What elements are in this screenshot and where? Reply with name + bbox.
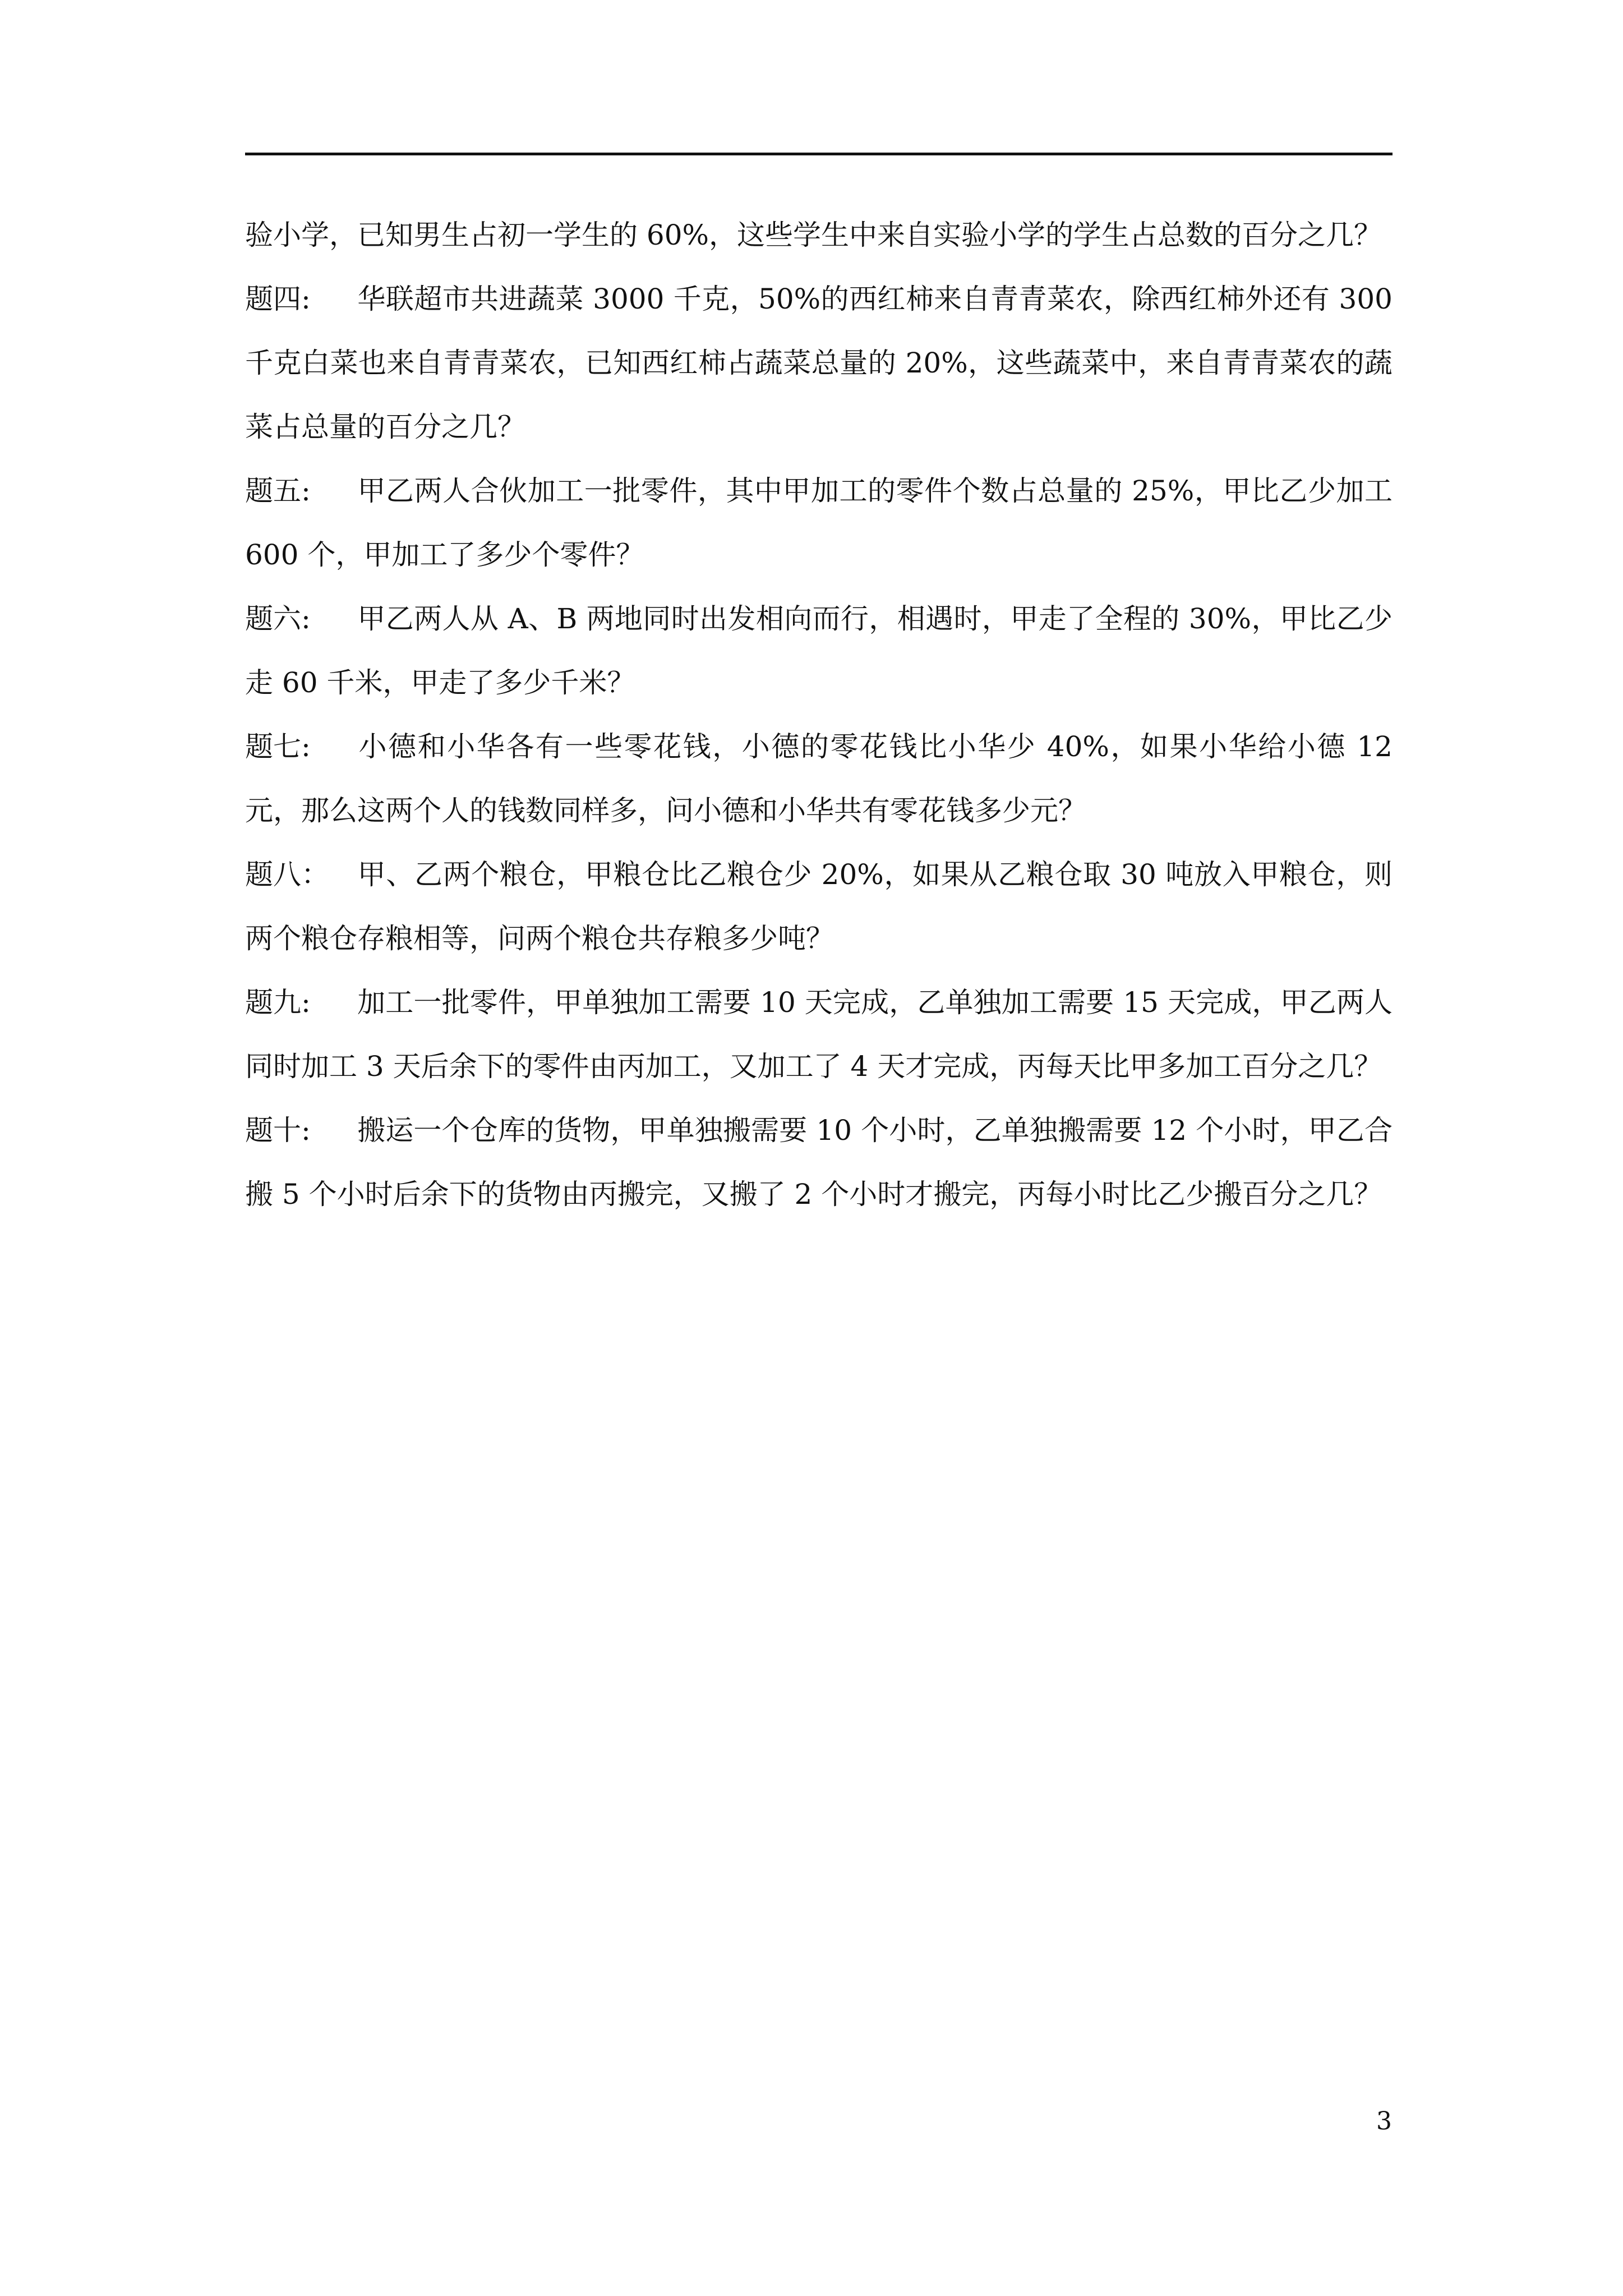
question-text: 甲、乙两个粮仓，甲粮仓比乙粮仓少 20%，如果从乙粮仓取 30 吨放入甲粮仓，则两个粮仓存粮相等，问两个粮仓共存粮多少吨？ [245,858,1393,955]
question-7 [245,715,1393,843]
question-8 [245,843,1393,970]
question-label: 题五: [245,475,311,507]
question-text: 华联超市共进蔬菜 3000 千克，50%的西红柿来自青青菜农，除西红柿外还有 300 千克白菜也来自青青菜农，已知西红柿占蔬菜总量的 20%，这些蔬菜中，来自青青菜农的蔬菜占总量的百分之几？ [245,283,1393,443]
question-label: 题四: [245,283,311,315]
question-label: 题十: [245,1114,311,1147]
question-label: 题七: [245,730,311,763]
page-number: 3 [1376,2107,1392,2136]
question-text: 搬运一个仓库的货物，甲单独搬需要 10 个小时，乙单独搬需要 12 个小时，甲乙合搬 5 个小时后余下的货物由丙搬完，又搬了 2 个小时才搬完，丙每小时比乙少搬百分之几？ [245,1114,1393,1211]
question-text: 甲乙两人合伙加工一批零件，其中甲加工的零件个数占总量的 25%，甲比乙少加工 600 个，甲加工了多少个零件？ [245,475,1393,571]
question-6 [245,587,1393,715]
question-10 [245,1098,1393,1226]
question-4 [245,267,1393,459]
question-text: 加工一批零件，甲单独加工需要 10 天完成，乙单独加工需要 15 天完成，甲乙两人同时加工 3 天后余下的零件由丙加工，又加工了 4 天才完成，丙每天比甲多加工百分之几？ [245,986,1393,1083]
question-label: 题六: [245,602,311,635]
header-rule [245,153,1393,155]
question-text: 验小学，已知男生占初一学生的 60%，这些学生中来自实验小学的学生占总数的百分之几？ [245,219,1382,251]
question-label: 题八： [245,858,329,891]
question-5 [245,459,1393,587]
question-label: 题九: [245,986,311,1019]
question-text: 甲乙两人从 A、B 两地同时出发相向而行，相遇时，甲走了全程的 30%，甲比乙少走 60 千米，甲走了多少千米？ [245,602,1393,699]
question-text: 小德和小华各有一些零花钱，小德的零花钱比小华少 40%，如果小华给小德 12 元，那么这两个人的钱数同样多，问小德和小华共有零花钱多少元？ [245,730,1393,827]
question-list [245,203,1393,1226]
question-continuation [245,203,1393,267]
question-9 [245,970,1393,1098]
